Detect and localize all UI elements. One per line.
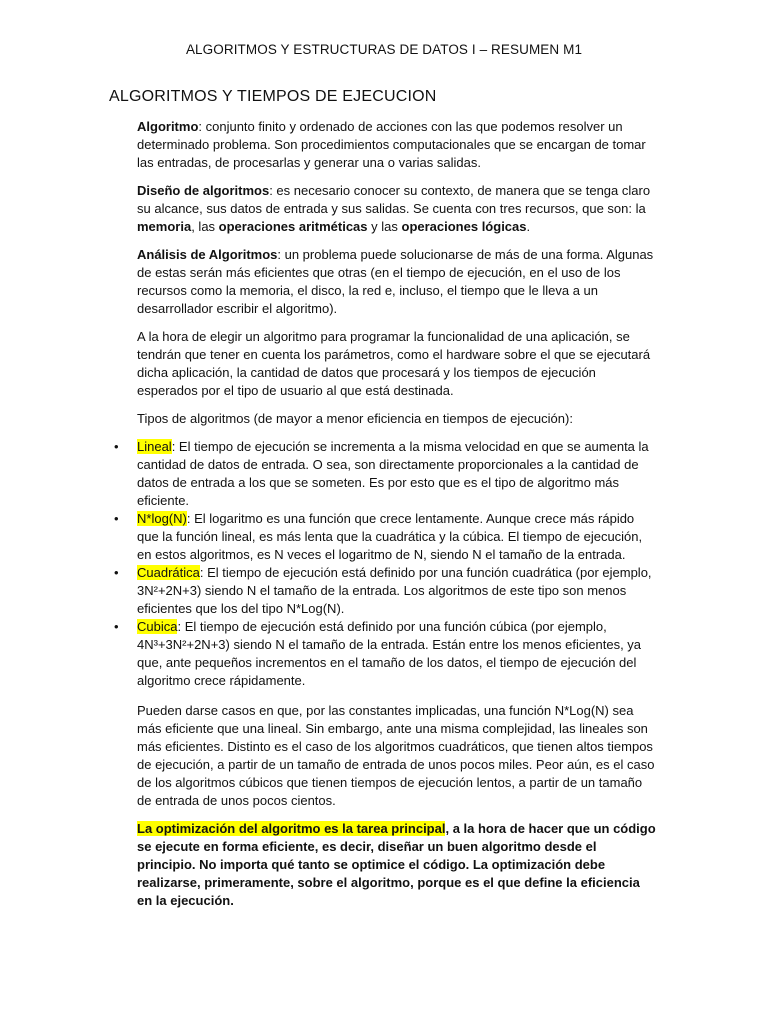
- paragraph-text: .: [526, 219, 531, 234]
- content-body: [114, 118, 657, 920]
- bullet-icon: •: [114, 439, 119, 454]
- list-item-text: : El tiempo de ejecución está definido por una función cuadrática (por ejemplo, 3N²+2N+3) siendo N el tamaño de la entrada. Los algoritmos de este tipo son menos eficientes que los del tipo N*Log(N).: [137, 565, 652, 616]
- highlight-cubica: Cubica: [137, 619, 178, 634]
- algorithm-types-list: [114, 438, 657, 690]
- list-item-text: : El tiempo de ejecución está definido por una función cúbica (por ejemplo, 4N³+3N²+2N+3) siendo N el tamaño de la entrada. Están entre los menos eficientes, ya que, ante pequeños incrementos en el tamaño de los datos, el tiempo de ejecución del algoritmo crece rápidamente.: [137, 619, 642, 688]
- term-algoritmo: Algoritmo: [137, 119, 199, 134]
- list-item-cuadratica: [114, 564, 657, 618]
- bold-memoria: memoria: [137, 219, 192, 234]
- paragraph-text: , las: [191, 219, 219, 234]
- list-item-nlogn: [114, 510, 657, 564]
- list-item-text: : El logaritmo es una función que crece lentamente. Aunque crece más rápido que la función lineal, es más lenta que la cuadrática y la cúbica. El tiempo de ejecución, en estos algoritmos, es N veces el logaritmo de N, siendo N el tamaño de la entrada.: [137, 511, 643, 562]
- paragraph-optimizacion: [137, 820, 657, 910]
- highlight-lineal: Lineal: [137, 439, 172, 454]
- bold-operaciones-logicas: operaciones lógicas: [401, 219, 527, 234]
- section-title: ALGORITMOS Y TIEMPOS DE EJECUCION: [109, 88, 437, 105]
- bullet-icon: •: [114, 511, 119, 526]
- running-header: ALGORITMOS Y ESTRUCTURAS DE DATOS I – RESUMEN M1: [185, 42, 583, 57]
- list-item-cubica: [114, 618, 657, 690]
- bold-operaciones-aritmeticas: operaciones aritméticas: [218, 219, 368, 234]
- paragraph-eleccion: A la hora de elegir un algoritmo para programar la funcionalidad de una aplicación, se tendrán que tener en cuenta los parámetros, como el hardware sobre el que se ejecutará dicha aplicación, la cantidad de datos que procesará y los tiempos de ejecución esperados por el tipo de usuario al que está destinada.: [137, 329, 651, 398]
- bullet-icon: •: [114, 619, 119, 634]
- highlight-nlogn: N*log(N): [137, 511, 187, 526]
- paragraph-text: : conjunto finito y ordenado de acciones con las que podemos resolver un determinado problema. Son procedimientos computacionales que se encargan de tomar las entradas, de procesarlas y generar una o varias salidas.: [137, 119, 646, 170]
- highlight-optimizacion: La optimización del algoritmo es la tarea principal: [137, 821, 446, 836]
- paragraph-text: : es necesario conocer su contexto, de manera que se tenga claro su alcance, sus datos de entrada y sus salidas. Se cuenta con tres recursos, que son: la: [137, 183, 651, 216]
- paragraph-text: y las: [367, 219, 402, 234]
- paragraph-text: : un problema puede solucionarse de más de una forma. Algunas de estas serán más eficientes que otras (en el tiempo de ejecución, en el uso de los recursos como la memoria, el disco, la red e, incluso, el tiempo que le lleva a un desarrollador escribir el algoritmo).: [137, 247, 654, 316]
- list-item-lineal: [114, 438, 657, 510]
- term-analisis: Análisis de Algoritmos: [137, 247, 278, 262]
- paragraph-diseno: [137, 182, 657, 236]
- term-diseno: Diseño de algoritmos: [137, 183, 270, 198]
- paragraph-tipos-intro: Tipos de algoritmos (de mayor a menor eficiencia en tiempos de ejecución):: [137, 411, 573, 426]
- paragraph-comparacion: Pueden darse casos en que, por las constantes implicadas, una función N*Log(N) sea más eficiente que una lineal. Sin embargo, ante una misma complejidad, las lineales son más eficientes. Distinto es el caso de los algoritmos cuadráticos, que tienen altos tiempos de ejecución, a partir de un tamaño de entrada de unos pocos miles. Peor aún, es el caso de los algoritmos cúbicos que tienen tiempos de ejecución lentos, a partir de un tamaño de entrada de unos pocos cientos.: [137, 703, 655, 808]
- highlight-cuadratica: Cuadrática: [137, 565, 200, 580]
- bullet-icon: •: [114, 565, 119, 580]
- paragraph-algoritmo: [137, 118, 657, 172]
- paragraph-analisis: [137, 246, 657, 318]
- list-item-text: : El tiempo de ejecución se incrementa a la misma velocidad en que se aumenta la cantidad de datos de entrada. O sea, son directamente proporcionales a la cantidad de datos de entrada a los que se someten. Es por esto que es el tipo de algoritmo más eficiente.: [137, 439, 649, 508]
- paragraph-text: , a la hora de hacer que un código se ejecute en forma eficiente, es decir, diseñar un buen algoritmo desde el principio. No importa qué tanto se optimice el código. La optimización debe realizarse, primeramente, sobre el algoritmo, porque es el que define la eficiencia en la ejecución.: [137, 821, 656, 908]
